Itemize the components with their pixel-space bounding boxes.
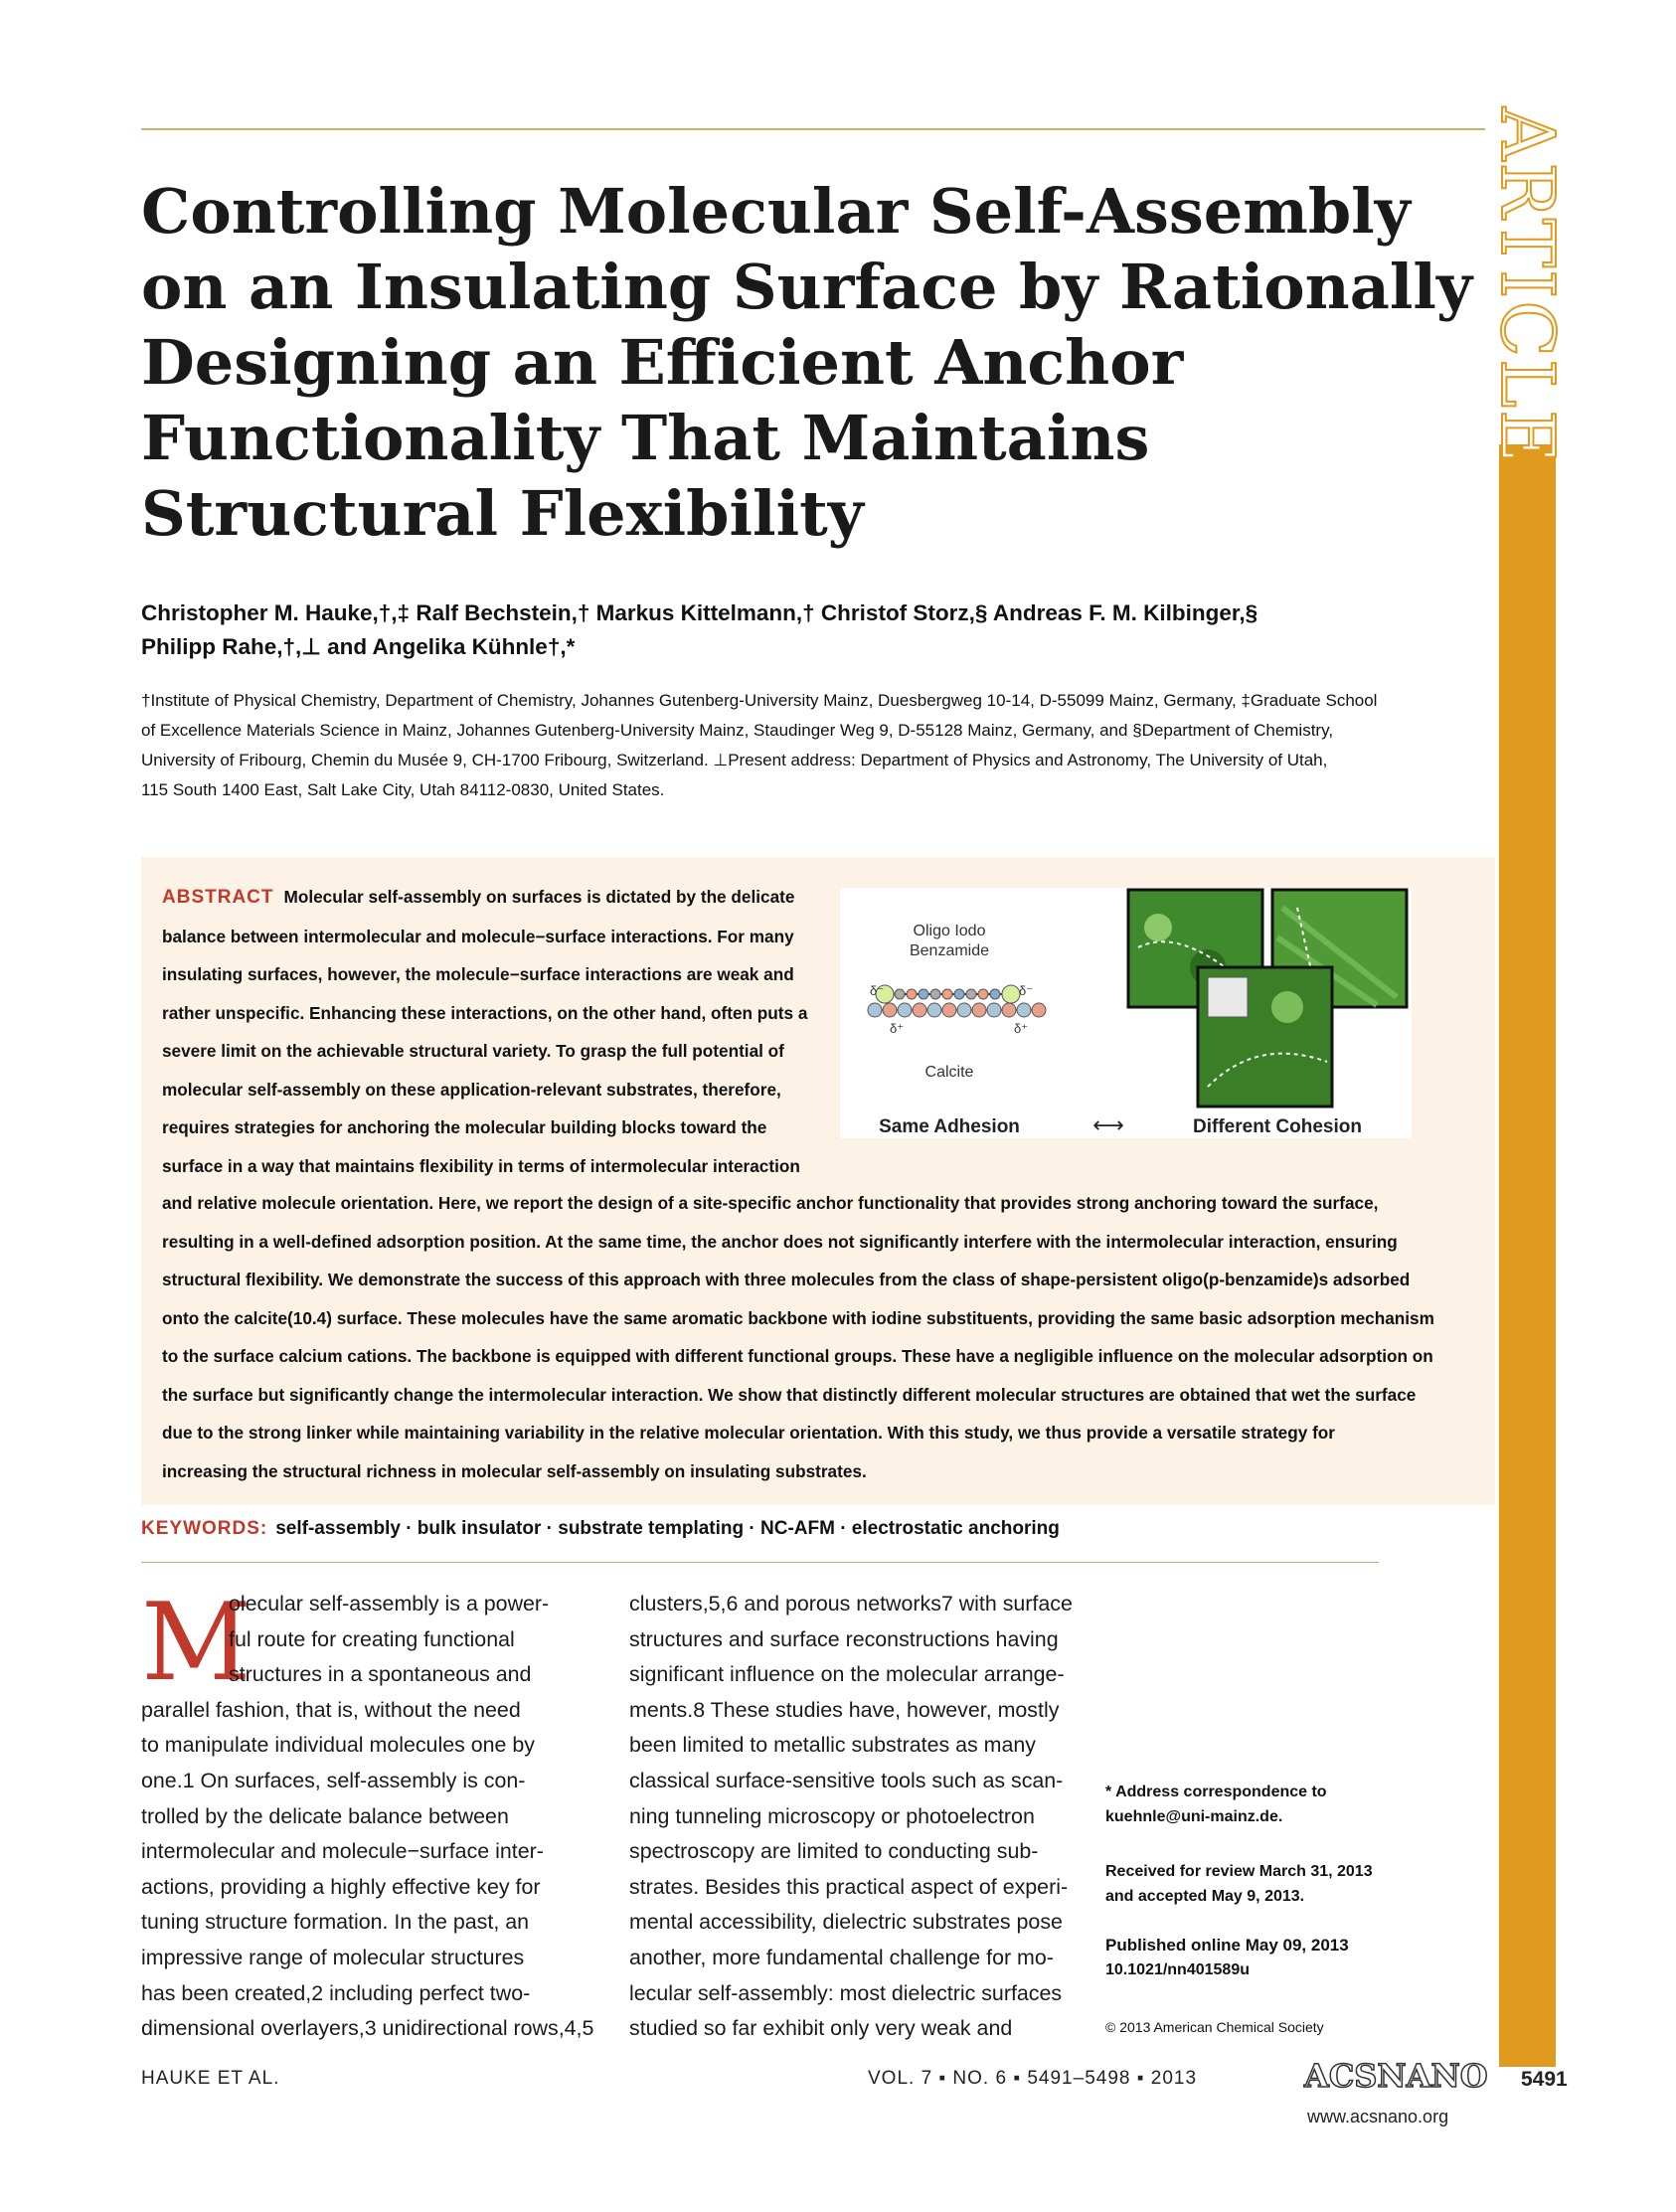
- body-line: significant influence on the molecular arrange-: [629, 1662, 1065, 1687]
- body-line: to manipulate individual molecules one by: [141, 1733, 535, 1758]
- affiliation-line: 115 South 1400 East, Salt Lake City, Utah 84112-0830, United States.: [141, 780, 665, 799]
- doi-line[interactable]: 10.1021/nn401589u: [1105, 1961, 1250, 1978]
- figure-caption-right: Different Cohesion: [1193, 1116, 1362, 1137]
- afm-image-center: [1198, 967, 1332, 1106]
- body-line: one.1 On surfaces, self-assembly is con-: [141, 1768, 526, 1792]
- body-line: another, more fundamental challenge for mo-: [629, 1945, 1054, 1969]
- paper-title: [141, 174, 1472, 552]
- body-column-1: [141, 1581, 594, 2047]
- figure-caption-left: Same Adhesion: [879, 1116, 1020, 1137]
- abstract-line: requires strategies for anchoring the molecular building blocks toward the: [162, 1117, 767, 1137]
- delta-plus-right: δ⁺: [1014, 1021, 1029, 1036]
- journal-url[interactable]: www.acsnano.org: [1307, 2107, 1449, 2127]
- toc-figure: [840, 888, 1412, 1138]
- published-line: Published online May 09, 2013: [1105, 1936, 1349, 1955]
- published-note: [1105, 1933, 1349, 1982]
- body-line: has been created,2 including perfect two-: [141, 1980, 531, 2005]
- body-column-2: [629, 1587, 1077, 2047]
- title-line: on an Insulating Surface by Rationally: [141, 251, 1472, 323]
- body-line: spectroscopy are limited to conducting sub-: [629, 1839, 1039, 1864]
- body-line: dimensional overlayers,3 unidirectional rows,4,5: [141, 2016, 594, 2041]
- received-note: [1105, 1859, 1373, 1909]
- journal-logo: ACSNANO: [1304, 2057, 1488, 2095]
- abstract-line: due to the strong linker while maintaining variability in the relative molecular orientation. With this study, we thus provide a versatile strategy for: [162, 1423, 1335, 1443]
- body-line: tuning structure formation. In the past, an: [141, 1910, 530, 1935]
- body-line: studied so far exhibit only very weak and: [629, 2016, 1013, 2041]
- abstract-line: increasing the structural richness in molecular self-assembly on insulating substrates.: [162, 1460, 867, 1481]
- delta-minus-right: δ⁻: [1019, 983, 1034, 998]
- author-line: Philipp Rahe,†,⊥ and Angelika Kühnle†,*: [141, 634, 576, 659]
- abstract-line: structural flexibility. We demonstrate the success of this approach with three molecules from the class of shape-persistent oligo(p-benzamide)s adsorbed: [162, 1270, 1411, 1289]
- footer-volume: VOL. 7 ▪ NO. 6 ▪ 5491–5498 ▪ 2013: [868, 2068, 1198, 2089]
- top-rule: [141, 128, 1485, 130]
- abstract-line: balance between intermolecular and molecule−surface interactions. For many: [162, 926, 794, 946]
- body-line: trolled by the delicate balance between: [141, 1803, 509, 1828]
- footer-author: HAUKE ET AL.: [141, 2068, 280, 2089]
- figure-label-oligo: Oligo Iodo: [913, 923, 986, 939]
- abstract-line: severe limit on the achievable structural variety. To grasp the full potential of: [162, 1041, 784, 1061]
- body-line: actions, providing a highly effective key for: [141, 1874, 541, 1899]
- body-line: olecular self-assembly is a power-: [229, 1592, 550, 1616]
- body-line: impressive range of molecular structures: [141, 1945, 525, 1969]
- body-line: strates. Besides this practical aspect of experi-: [629, 1874, 1069, 1899]
- body-line: intermolecular and molecule−surface inter-: [141, 1839, 544, 1864]
- abstract-line: to the surface calcium cations. The backbone is equipped with different functional groups. These have a negligible influence on the molecular adsorption on: [162, 1346, 1433, 1366]
- body-line: parallel fashion, that is, without the need: [141, 1697, 521, 1722]
- double-arrow-icon: ⟷: [1092, 1113, 1124, 1138]
- abstract-label: ABSTRACT: [162, 887, 274, 908]
- abstract-line: resulting in a well-defined adsorption position. At the same time, the anchor does not significantly interfere with the intermolecular interaction, ensuring: [162, 1231, 1398, 1252]
- accepted-line: and accepted May 9, 2013.: [1105, 1888, 1305, 1905]
- abstract-line: [162, 878, 807, 918]
- body-line: ful route for creating functional: [229, 1626, 515, 1651]
- correspondence-note: [1105, 1780, 1327, 1829]
- abstract-line: and relative molecule orientation. Here, we report the design of a site-specific anchor functionality that provides strong anchoring toward the surface,: [162, 1193, 1379, 1213]
- title-line: Functionality That Maintains: [141, 402, 1150, 474]
- title-line: Designing an Efficient Anchor: [141, 326, 1184, 399]
- body-line: lecular self-assembly: most dielectric surfaces: [629, 1980, 1063, 2005]
- author-line: Christopher M. Hauke,†,‡ Ralf Bechstein,† Markus Kittelmann,† Christof Storz,§ Andreas F. M. Kilbinger,§: [141, 600, 1258, 625]
- abstract-line: onto the calcite(10.4) surface. These molecules have the same aromatic backbone with iodine substituents, providing the same basic adsorption mechanism: [162, 1307, 1434, 1328]
- article-label: ARTICLE: [1484, 106, 1571, 466]
- side-tab-label: [1484, 106, 1571, 466]
- page-number: 5491: [1521, 2068, 1568, 2091]
- figure-label-benzamide: Benzamide: [909, 942, 990, 959]
- abstract-wide: [162, 1184, 1434, 1490]
- affiliations: [141, 686, 1483, 805]
- abstract-text: Molecular self-assembly on surfaces is dictated by the delicate: [283, 887, 795, 907]
- body-line: been limited to metallic substrates as many: [629, 1733, 1036, 1758]
- keywords-rule: [141, 1562, 1379, 1563]
- keywords-label: KEYWORDS:: [141, 1518, 268, 1539]
- affiliation-line: †Institute of Physical Chemistry, Department of Chemistry, Johannes Gutenberg-University Mainz, Duesbergweg 10-14, D-55099 Mainz, Germany, ‡Graduate School: [141, 691, 1378, 710]
- abstract-line: molecular self-assembly on these application-relevant substrates, therefore,: [162, 1079, 781, 1100]
- correspondence-email[interactable]: kuehnle@uni-mainz.de.: [1105, 1808, 1283, 1825]
- author-list: [141, 596, 1483, 664]
- delta-minus-left: δ⁻: [870, 983, 885, 998]
- drop-cap: M: [141, 1581, 251, 1705]
- delta-plus-left: δ⁺: [890, 1021, 905, 1036]
- abstract-line: surface in a way that maintains flexibility in terms of intermolecular interaction: [162, 1155, 800, 1176]
- body-line: structures in a spontaneous and: [229, 1662, 532, 1687]
- abstract-line: insulating surfaces, however, the molecule−surface interactions are weak and: [162, 964, 794, 984]
- correspondence-label: * Address correspondence to: [1105, 1784, 1327, 1800]
- affiliation-line: University of Fribourg, Chemin du Musée 9, CH-1700 Fribourg, Switzerland. ⊥Present address: Department of Physics and Astronomy, The University of Utah,: [141, 751, 1328, 769]
- title-line: Structural Flexibility: [141, 477, 864, 550]
- abstract-narrow: [162, 878, 807, 1185]
- body-line: clusters,5,6 and porous networks7 with surface: [629, 1592, 1073, 1616]
- affiliation-line: of Excellence Materials Science in Mainz, Johannes Gutenberg-University Mainz, Staudinger Weg 9, D-55128 Mainz, Germany, and §Department of Chemistry,: [141, 721, 1334, 740]
- keywords: [141, 1518, 1060, 1540]
- figure-label-calcite: Calcite: [924, 1064, 974, 1081]
- body-line: classical surface-sensitive tools such as scan-: [629, 1768, 1064, 1792]
- title-line: Controlling Molecular Self-Assembly: [141, 175, 1411, 248]
- body-line: structures and surface reconstructions having: [629, 1626, 1059, 1651]
- abstract-line: the surface but significantly change the intermolecular interaction. We show that distinctly different molecular structures are obtained that wet the surface: [162, 1384, 1417, 1405]
- keywords-text: self-assembly · bulk insulator · substrate templating · NC-AFM · electrostatic anchoring: [275, 1518, 1060, 1539]
- body-line: ning tunneling microscopy or photoelectron: [629, 1803, 1035, 1828]
- received-line: Received for review March 31, 2013: [1105, 1863, 1373, 1880]
- copyright-note: © 2013 American Chemical Society: [1105, 2019, 1324, 2035]
- body-line: ments.8 These studies have, however, mostly: [629, 1697, 1060, 1722]
- abstract-line: rather unspecific. Enhancing these interactions, on the other hand, often puts a: [162, 1002, 808, 1023]
- body-line: mental accessibility, dielectric substrates pose: [629, 1910, 1063, 1935]
